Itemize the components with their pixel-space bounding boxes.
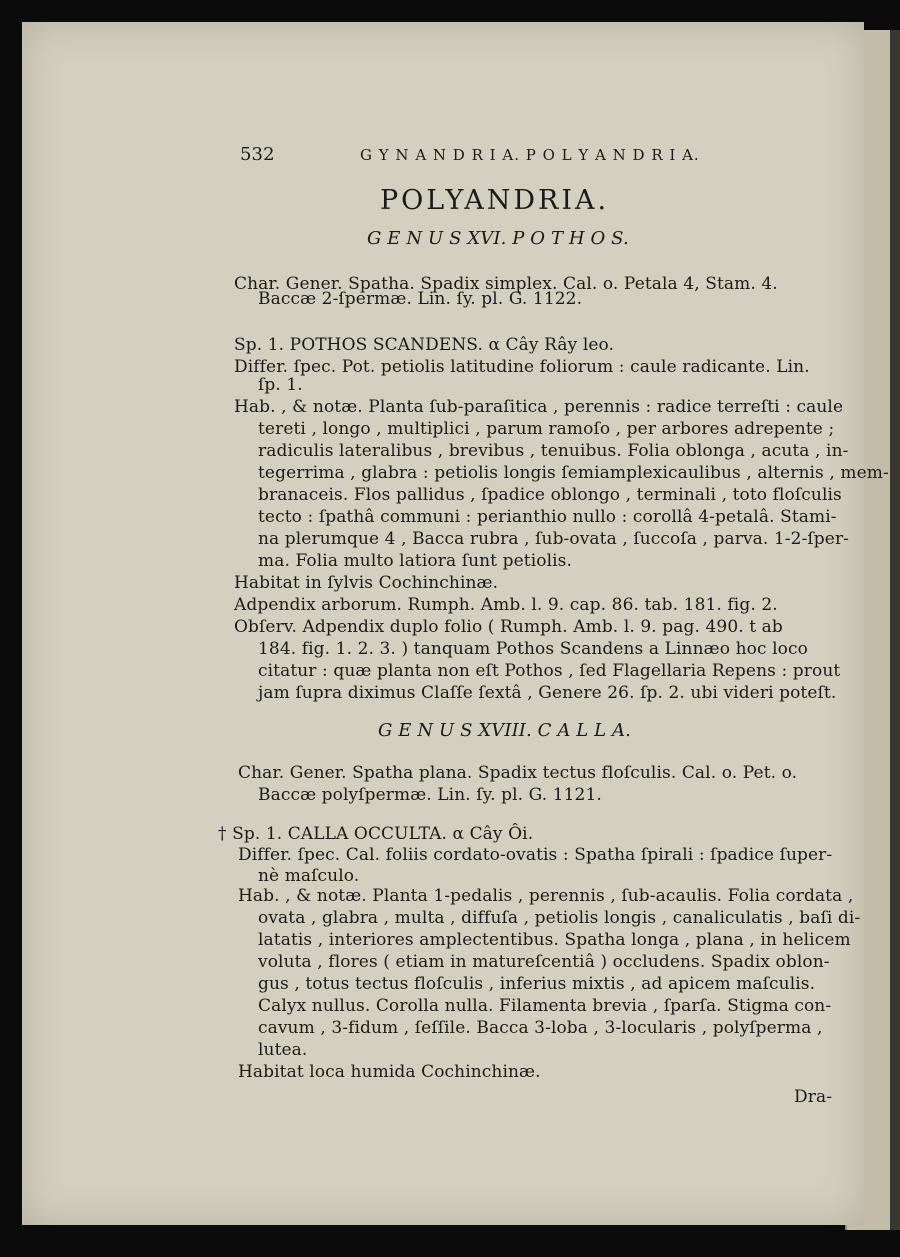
text-line: tegerrima , glabra : petiolis longis ſemiamplexicaulibus , alternis , mem- — [258, 463, 889, 483]
text-line: Baccæ 2-ſpermæ. Lin. ſy. pl. G. 1122. — [258, 289, 583, 309]
text-line: voluta , flores ( etiam in matureſcentiâ ) occludens. Spadix oblon- — [258, 952, 830, 972]
species-heading: † Sp. 1. CALLA OCCULTA. α Cây Ôi. — [218, 824, 534, 844]
text-line: ma. Folia multo latiora ſunt petiolis. — [258, 551, 572, 571]
text-line: tereti , longo , multiplici , parum ramoſo , per arbores adrepente ; — [258, 419, 835, 439]
text-line: Calyx nullus. Corolla nulla. Filamenta brevia , ſparſa. Stigma con- — [258, 996, 832, 1016]
text-line: cavum , 3-fidum , ſeſſile. Bacca 3-loba , 3-locularis , polyſperma , — [258, 1018, 823, 1038]
text-line: Baccæ polyſpermæ. Lin. ſy. pl. G. 1121. — [258, 785, 602, 805]
text-line: Differ. ſpec. Cal. foliis cordato-ovatis : Spatha ſpirali : ſpadice ſuper- — [238, 845, 833, 865]
text-line: Hab. , & notæ. Planta ſub-paraſitica , perennis : radice terreſti : caule — [234, 397, 844, 417]
page-number: 532 — [240, 144, 275, 165]
text-line: Char. Gener. Spatha. Spadix simplex. Cal. o. Petala 4, Stam. 4. — [234, 274, 778, 294]
text-line: lutea. — [258, 1040, 308, 1060]
text-line: 184. fig. 1. 2. 3. ) tanquam Pothos Scandens a Linnæo hoc loco — [258, 639, 808, 659]
text-line: Differ. ſpec. Pot. petiolis latitudine foliorum : caule radicante. Lin. — [234, 357, 810, 377]
habitat-line: Habitat in ſylvis Cochinchinæ. — [234, 573, 499, 593]
text-line: tecto : ſpathâ communi : perianthio nullo : corollâ 4-petalâ. Stami- — [258, 507, 837, 527]
text-line: jam ſupra diximus Claſſe ſextâ , Genere 26. ſp. 2. ubi videri poteſt. — [258, 683, 837, 703]
species-heading: Sp. 1. POTHOS SCANDENS. α Cây Rây leo. — [234, 335, 615, 355]
text-line: gus , totus tectus floſculis , inferius mixtis , ad apicem maſculis. — [258, 974, 816, 994]
text-line: nè maſculo. — [258, 866, 360, 886]
section-title: POLYANDRIA. — [380, 185, 610, 216]
text-line: citatur : quæ planta non eſt Pothos , ſed Flagellaria Repens : prout — [258, 661, 841, 681]
text-line: Char. Gener. Spatha plana. Spadix tectus floſculis. Cal. o. Pet. o. — [238, 763, 798, 783]
running-title: G Y N A N D R I A. P O L Y A N D R I A. — [360, 146, 700, 164]
text-line: latatis , interiores amplectentibus. Spatha longa , plana , in helicem — [258, 930, 851, 950]
text-line: Hab. , & notæ. Planta 1-pedalis , perennis , ſub-acaulis. Folia cordata , — [238, 886, 854, 906]
text-line: ovata , glabra , multa , diffuſa , petiolis longis , canaliculatis , baſi di- — [258, 908, 861, 928]
text-line: radiculis lateralibus , brevibus , tenuibus. Folia oblonga , acuta , in- — [258, 441, 849, 461]
genus-heading: G E N U S XVIII. C A L L A. — [378, 720, 631, 741]
book-edge-shadow — [890, 30, 900, 1230]
habitat-line: Habitat loca humida Cochinchinæ. — [238, 1062, 541, 1082]
adpendix-line: Adpendix arborum. Rumph. Amb. l. 9. cap. 86. tab. 181. fig. 2. — [234, 595, 778, 615]
text-line: Obſerv. Adpendix duplo folio ( Rumph. Amb. l. 9. pag. 490. t ab — [234, 617, 783, 637]
text-line: ſp. 1. — [258, 375, 303, 395]
genus-heading: G E N U S XVI. P O T H O S. — [367, 228, 629, 249]
text-line: branaceis. Flos pallidus , ſpadice oblongo , terminali , toto floſculis — [258, 485, 842, 505]
catchword: Dra- — [794, 1087, 833, 1107]
text-line: na plerumque 4 , Bacca rubra , ſub-ovata , ſuccoſa , parva. 1-2-ſper- — [258, 529, 850, 549]
book-page — [22, 22, 889, 1225]
